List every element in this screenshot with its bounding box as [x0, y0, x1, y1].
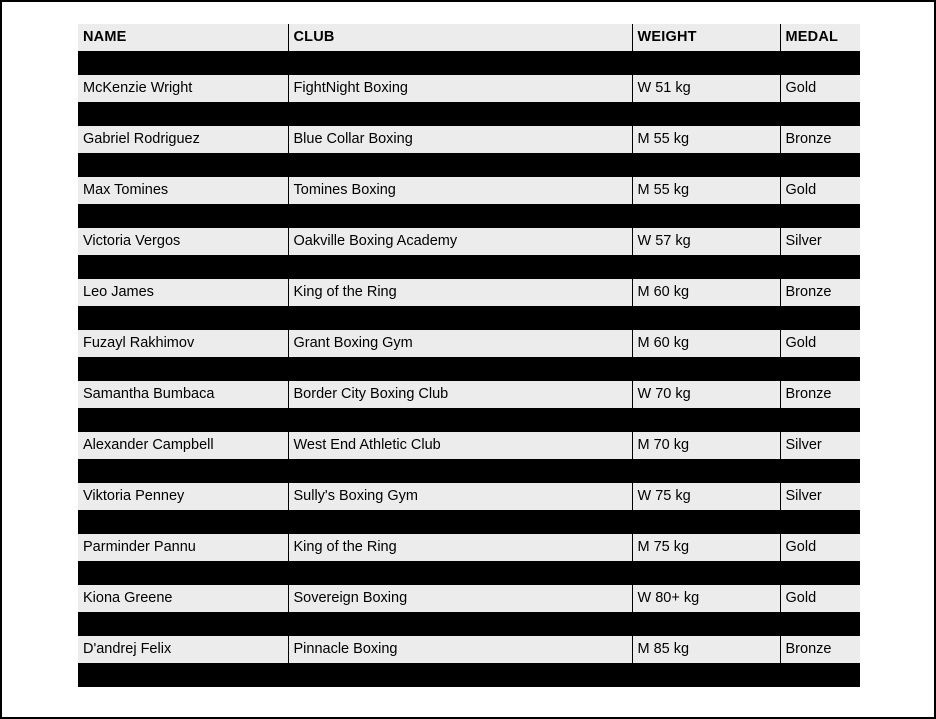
cell-weight: W 51 kg — [632, 75, 780, 102]
cell-weight: M 70 kg — [632, 432, 780, 459]
table-row — [78, 75, 860, 102]
cell-weight: M 55 kg — [632, 126, 780, 153]
cell-club: Pinnacle Boxing — [288, 636, 632, 663]
cell-club: King of the Ring — [288, 534, 632, 561]
table-row — [78, 483, 860, 510]
cell-medal: Silver — [780, 228, 860, 255]
row-separator — [78, 153, 860, 177]
row-separator — [78, 357, 860, 381]
cell-name: Viktoria Penney — [78, 483, 288, 510]
table-row — [78, 636, 860, 663]
row-separator — [78, 102, 860, 126]
cell-club: King of the Ring — [288, 279, 632, 306]
cell-name: McKenzie Wright — [78, 75, 288, 102]
cell-weight: M 60 kg — [632, 330, 780, 357]
cell-weight: W 75 kg — [632, 483, 780, 510]
row-separator — [78, 306, 860, 330]
column-header-weight: WEIGHT — [632, 24, 780, 51]
cell-weight: M 85 kg — [632, 636, 780, 663]
cell-name: Max Tomines — [78, 177, 288, 204]
cell-medal: Gold — [780, 75, 860, 102]
cell-name: Victoria Vergos — [78, 228, 288, 255]
row-separator — [78, 612, 860, 636]
row-separator — [78, 51, 860, 75]
cell-medal: Gold — [780, 177, 860, 204]
cell-club: Sovereign Boxing — [288, 585, 632, 612]
cell-weight: W 80+ kg — [632, 585, 780, 612]
cell-club: Blue Collar Boxing — [288, 126, 632, 153]
cell-club: West End Athletic Club — [288, 432, 632, 459]
cell-medal: Bronze — [780, 279, 860, 306]
cell-name: Samantha Bumbaca — [78, 381, 288, 408]
column-header-club: CLUB — [288, 24, 632, 51]
cell-medal: Bronze — [780, 381, 860, 408]
row-separator — [78, 255, 860, 279]
table-row — [78, 330, 860, 357]
cell-weight: M 60 kg — [632, 279, 780, 306]
cell-club: FightNight Boxing — [288, 75, 632, 102]
table-head — [78, 24, 860, 51]
row-separator — [78, 510, 860, 534]
column-header-name: NAME — [78, 24, 288, 51]
cell-medal: Silver — [780, 483, 860, 510]
results-table-container — [78, 24, 860, 687]
cell-medal: Gold — [780, 534, 860, 561]
cell-club: Sully's Boxing Gym — [288, 483, 632, 510]
cell-club: Tomines Boxing — [288, 177, 632, 204]
cell-medal: Bronze — [780, 126, 860, 153]
table-row — [78, 279, 860, 306]
cell-weight: M 75 kg — [632, 534, 780, 561]
row-separator — [78, 459, 860, 483]
table-row — [78, 177, 860, 204]
column-header-medal: MEDAL — [780, 24, 860, 51]
table-body — [78, 51, 860, 687]
results-table — [78, 24, 860, 687]
cell-weight: W 57 kg — [632, 228, 780, 255]
table-row — [78, 432, 860, 459]
cell-club: Oakville Boxing Academy — [288, 228, 632, 255]
cell-name: Leo James — [78, 279, 288, 306]
cell-name: Gabriel Rodriguez — [78, 126, 288, 153]
cell-medal: Gold — [780, 330, 860, 357]
cell-name: Parminder Pannu — [78, 534, 288, 561]
row-separator — [78, 408, 860, 432]
row-separator — [78, 561, 860, 585]
table-header-row — [78, 24, 860, 51]
cell-medal: Silver — [780, 432, 860, 459]
cell-weight: M 55 kg — [632, 177, 780, 204]
table-row — [78, 126, 860, 153]
table-row — [78, 228, 860, 255]
row-separator — [78, 204, 860, 228]
cell-medal: Gold — [780, 585, 860, 612]
cell-weight: W 70 kg — [632, 381, 780, 408]
table-row — [78, 381, 860, 408]
cell-name: Alexander Campbell — [78, 432, 288, 459]
cell-club: Grant Boxing Gym — [288, 330, 632, 357]
cell-medal: Bronze — [780, 636, 860, 663]
cell-name: Kiona Greene — [78, 585, 288, 612]
cell-club: Border City Boxing Club — [288, 381, 632, 408]
cell-name: D'andrej Felix — [78, 636, 288, 663]
table-row — [78, 585, 860, 612]
row-separator — [78, 663, 860, 687]
cell-name: Fuzayl Rakhimov — [78, 330, 288, 357]
table-row — [78, 534, 860, 561]
